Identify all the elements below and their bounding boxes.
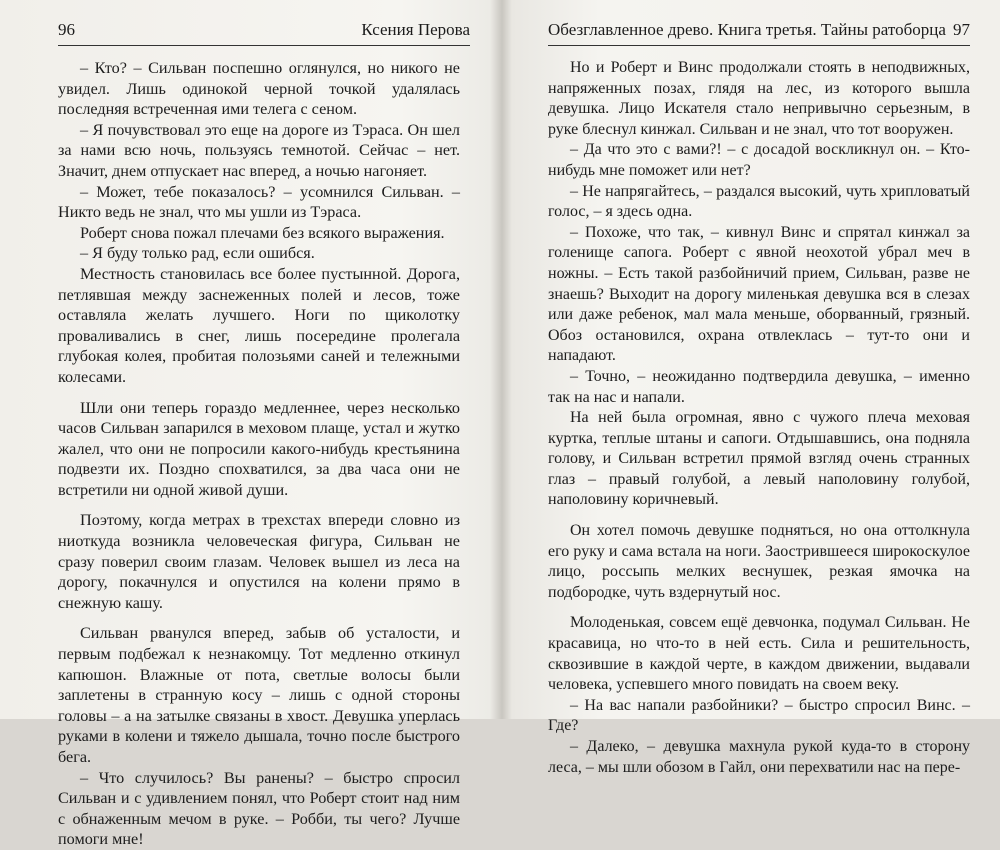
paragraph: – Не напрягайтесь, – раздался высокий, чуть хрипловатый голос, – я здесь одна.	[548, 182, 970, 221]
paragraph: – Я почувствовал это еще на дороге из Тэраса. Он шел за нами всю ночь, пользуясь темнотой. Сейчас – нет. Значит, днем отпускает нас вперед, а ночью нагоняет.	[58, 120, 460, 180]
paragraph: – Я буду только рад, если ошибся.	[80, 244, 315, 263]
paragraph: Сильван рванулся вперед, забыв об усталости, и первым подбежал к незнакомцу. Тот медленно откинул капюшон. Влажные от пота, светлые волосы были заплетены в странную косу – лишь с одной стороны головы – а на затылке связаны в хвост. Девушка уперлась руками в колени и тяжело дышала, точно после быстрого бега.	[58, 624, 460, 766]
paragraph: – Кто? – Сильван поспешно оглянулся, но никого не увидел. Лишь одинокой черной точкой удалялась последняя встреченная ими телега с сеном.	[58, 59, 460, 119]
running-head: Ксения Перова	[361, 20, 470, 39]
paragraph: Он хотел помочь девушке подняться, но она оттолкнула его руку и сама встала на ноги. Заострившееся широкоскулое лицо, россыпь мелких веснушек, резкая ямочка на подбородке, чуть вздернутый нос.	[548, 522, 970, 601]
paragraph: – Далеко, – девушка махнула рукой куда-то в сторону леса, – мы шли обозом в Гайл, они перехватили нас на пере-	[548, 738, 970, 776]
right-page	[508, 0, 1000, 776]
left-page-header	[58, 20, 470, 46]
paragraph: На ней была огромная, явно с чужого плеча меховая куртка, теплые штаны и сапоги. Отдышавшись, она подняла голову, и Сильван встретил прямой взгляд очень странных глаз – правый голубой, а левый наполовину голубой, наполовину коричневый.	[548, 409, 970, 509]
paragraph: – Что случилось? Вы ранены? – быстро спросил Сильван и с удивлением понял, что Роберт стоит над ним с обнаженным мечом в руке. – Робби, ты чего? Лучше помоги мне!	[58, 768, 460, 849]
paragraph: – Похоже, что так, – кивнул Винс и спрятал кинжал за голенище сапога. Роберт с явной неохотой убрал меч в ножны. – Есть такой разбойничий прием, Сильван, разве не знаешь? Выходит на дорогу миленькая девушка вся в слезах или даже ребенок, мал мала меньше, оборванный, грязный. Обоз остановился, охрана отвлеклась – тут-то они и нападают.	[548, 223, 970, 365]
right-page-text	[548, 58, 970, 778]
left-page-text	[58, 58, 460, 850]
paragraph: Молоденькая, совсем ещё девчонка, подумал Сильван. Не красавица, но что-то в ней есть. Сила и решительность, сквозившие в каждой черте, в каждом движении, выдавали человека, успевшего много повидать на своем веку.	[548, 614, 970, 694]
paragraph: – Да что это с вами?! – с досадой воскликнул он. – Кто-нибудь мне поможет или нет?	[548, 141, 970, 179]
paragraph: – На вас напали разбойники? – быстро спросил Винс. – Где?	[548, 696, 970, 735]
right-page-header	[548, 20, 970, 46]
paragraph: Местность становилась все более пустынной. Дорога, петлявшая между заснеженных полей и лесов, тоже оставляла желать лучшего. Ноги по щиколотку проваливались в снег, лишь посередине пролегала глубокая колея, пробитая полозьями саней и тележными колесами.	[58, 264, 460, 386]
paragraph: Поэтому, когда метрах в трехстах впереди словно из ниоткуда возникла человеческая фигура, Сильван не сразу поверил своим глазам. Человек вышел из леса на дорогу, покачнулся и опустился на колени прямо в снежную кашу.	[58, 511, 460, 612]
running-head: Обезглавленное древо. Книга третья. Тайны ратоборца	[548, 20, 946, 39]
paragraph: – Точно, – неожиданно подтвердила девушка, – именно так на нас и напали.	[548, 367, 970, 406]
left-page	[0, 0, 500, 849]
paragraph: Роберт снова пожал плечами без всякого выражения.	[80, 223, 445, 242]
page-number: 97	[953, 20, 970, 39]
paragraph: Но и Роберт и Винс продолжали стоять в неподвижных, напряженных позах, глядя на лес, из которого вышла девушка. Лицо Искателя стало непривычно серьезным, в руке блеснул кинжал. Сильван и не знал, что тот вооружен.	[548, 59, 970, 138]
paragraph: – Может, тебе показалось? – усомнился Сильван. – Никто ведь не знал, что мы ушли из Тэраса.	[58, 182, 460, 222]
page-number: 96	[58, 20, 75, 39]
paragraph: Шли они теперь гораздо медленнее, через несколько часов Сильван запарился в меховом плаще, устал и жутко жалел, что они не попросили какого-нибудь крестьянина подвезти их. Поздно спохватился, за два часа они не встретили ни одной живой души.	[58, 398, 460, 499]
